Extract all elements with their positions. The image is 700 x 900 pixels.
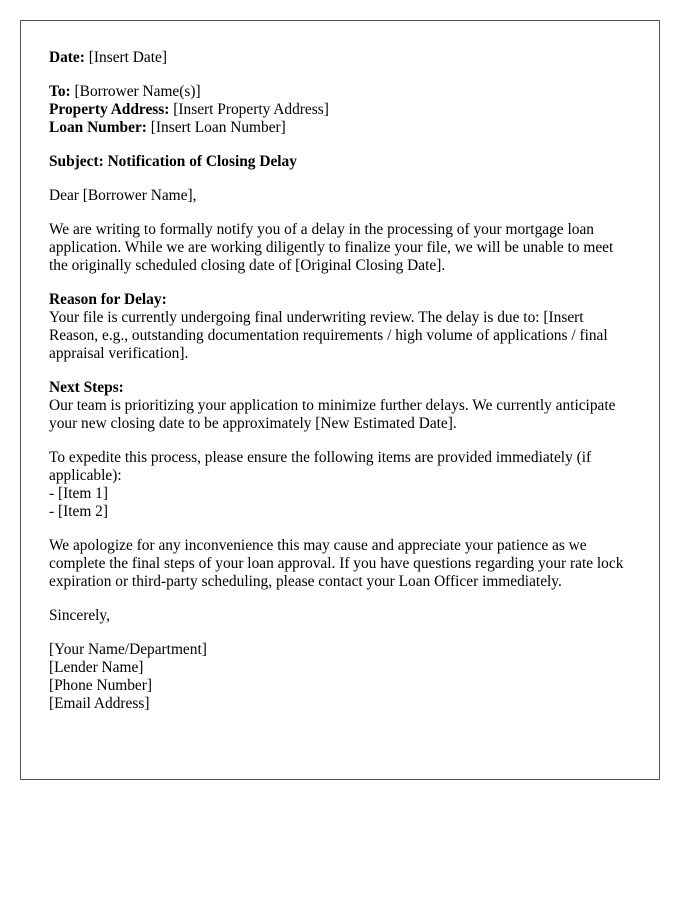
subject-line: Subject: Notification of Closing Delay — [49, 153, 297, 170]
signature-phone: [Phone Number] — [49, 677, 153, 694]
next-steps-section — [49, 379, 631, 433]
reason-heading: Reason for Delay: — [49, 291, 167, 308]
list-item: - [Item 2] — [49, 503, 108, 520]
loan-number-line — [49, 119, 631, 137]
letter-document — [20, 20, 660, 780]
next-steps-heading: Next Steps: — [49, 379, 124, 396]
to-line — [49, 83, 631, 101]
to-label: To: — [49, 83, 71, 100]
apology-paragraph: We apologize for any inconvenience this may cause and appreciate your patience as we complete the final steps of your loan approval. If you have questions regarding your rate lock expiration or third-party scheduling, please contact your Loan Officer immediately. — [49, 537, 624, 590]
intro-paragraph: We are writing to formally notify you of a delay in the processing of your mortgage loan application. While we are working diligently to finalize your file, we will be unable to meet the originally scheduled closing date of [Original Closing Date]. — [49, 221, 614, 274]
property-address-label: Property Address: — [49, 101, 170, 118]
date-label: Date: — [49, 49, 85, 66]
to-value: [Borrower Name(s)] — [74, 83, 201, 100]
loan-number-value: [Insert Loan Number] — [150, 119, 286, 136]
expedite-intro: To expedite this process, please ensure the following items are provided immediately (if applicable): — [49, 449, 592, 484]
next-steps-body: Our team is prioritizing your application to minimize further delays. We currently anticipate your new closing date to be approximately [New Estimated Date]. — [49, 397, 616, 432]
property-address-line — [49, 101, 631, 119]
expedite-section — [49, 449, 631, 521]
signature-lender: [Lender Name] — [49, 659, 144, 676]
loan-number-label: Loan Number: — [49, 119, 147, 136]
date-line — [49, 49, 631, 67]
recipient-block — [49, 83, 631, 137]
signature-block — [49, 641, 631, 713]
reason-section — [49, 291, 631, 363]
closing-line: Sincerely, — [49, 607, 110, 624]
property-address-value: [Insert Property Address] — [173, 101, 329, 118]
date-value: [Insert Date] — [88, 49, 167, 66]
signature-email: [Email Address] — [49, 695, 150, 712]
salutation: Dear [Borrower Name], — [49, 187, 197, 204]
reason-body: Your file is currently undergoing final underwriting review. The delay is due to: [Insert Reason, e.g., outstanding documentation requirements / high volume of applications / final appraisal verification]. — [49, 309, 608, 362]
list-item: - [Item 1] — [49, 485, 108, 502]
signature-name: [Your Name/Department] — [49, 641, 207, 658]
